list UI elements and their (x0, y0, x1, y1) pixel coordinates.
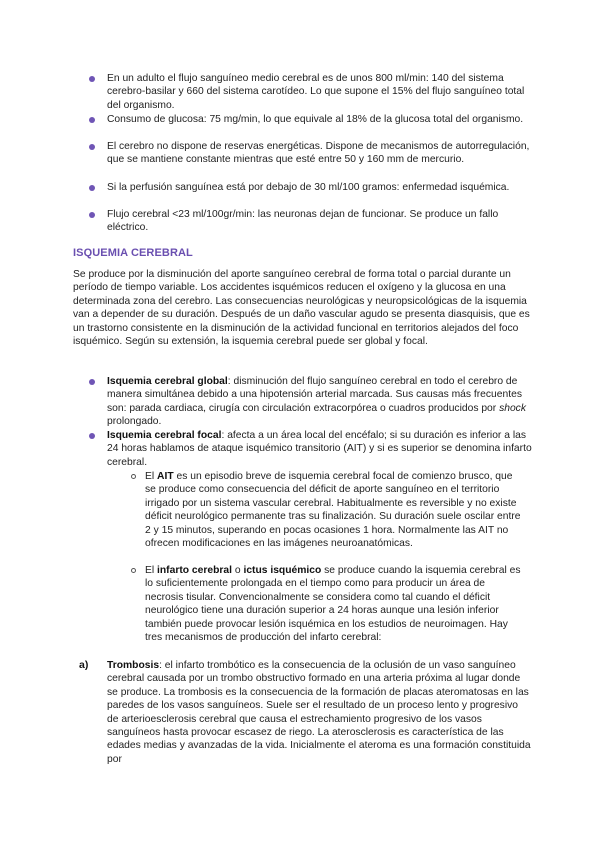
term-ictus: ictus isquémico (243, 565, 322, 576)
focal-text: : afecta a un área local del encéfalo; si su duración es inferior a las 24 horas hablamos de ataque isquémico transitorio (AIT) y si es superior se denomina infarto cerebral. (107, 430, 532, 468)
global-text-2: prolongado. (107, 416, 162, 428)
sub-item-ait (145, 470, 525, 550)
mechanism-a (107, 659, 532, 766)
list-item: Flujo cerebral <23 ml/100gr/min: las neuronas dejan de funcionar. Se produce un fallo eléctrico. (107, 209, 499, 234)
sub-item-infarto (145, 564, 525, 644)
bullet-marker (89, 185, 95, 191)
trombosis-text: : el infarto trombótico es la consecuencia de la oclusión de un vaso sanguíneo cerebral causada por un trombo obstructivo formado en una arteria próxima al lugar donde se produce. La trombosis es la consecuencia de la formación de placas ateromatosas en las paredes de los vasos sanguíneos. Suele ser el resultado de un proceso lento y progresivo de arterioesclerosis cerebral que causa el estrechamiento progresivo de los vasos sanguíneos hasta provocar escasez de riego. La aterosclerosis es característica de las edades medias y avanzadas de la vida. Inicialmente el ateroma es una formación constituida por (107, 660, 531, 765)
list-item: Consumo de glucosa: 75 mg/min, lo que equivale al 18% de la glucosa total del organismo. (107, 114, 524, 125)
list-item: El cerebro no dispone de reservas energéticas. Dispone de mecanismos de autorregulación, que se mantiene constante mientras que esté entre 50 y 160 mm de mercurio. (107, 141, 530, 166)
term-global: Isquemia cerebral global (107, 376, 228, 387)
infarto-prefix: El (145, 565, 158, 576)
term-focal: Isquemia cerebral focal (107, 430, 222, 441)
bullet-marker (89, 212, 95, 218)
global-text-1: : disminución del flujo sanguíneo cerebral en todo el cerebro de manera simultánea debido a una hipotensión arterial marcada. Sus causas más frecuentes son: parada cardiaca, cirugía con circulación extracorpórea o cuadros producidos por (107, 376, 522, 414)
circle-marker (131, 474, 136, 479)
list-item: En un adulto el flujo sanguíneo medio cerebral es de unos 800 ml/min: 140 del sistema cerebro-basilar y 660 del sistema carotídeo. Lo que supone el 15% del flujo sanguíneo total del organismo. (107, 73, 525, 111)
bullet-marker (89, 76, 95, 82)
section-paragraph: Se produce por la disminución del aporte sanguíneo cerebral de forma total o parcial durante un período de tiempo variable. Los accidentes isquémicos reducen el oxígeno y la glucosa en una determinada zona del cerebro. Las consecuencias neurológicas y neuropsicológicas de la isquemia van a depender de su duración. Después de un daño vascular agudo se presenta diasquisis, que es un trastorno consistente en la disminución de la actividad funcional en territorios alejados del foco isquémico. Según su extensión, la isquemia cerebral puede ser global y focal. (73, 269, 530, 348)
ait-text: es un episodio breve de isquemia cerebral focal de comienzo brusco, que se produce como consecuencia del déficit de aporte sanguíneo en el territorio irrigado por un sistema vascular cerebral. Habitualmente es reversible y no existe déficit neurológico permanente tras su finalización. Su duración suele oscilar entre 2 y 15 minutos, superando en pocas ocasiones 1 hora. Normalmente las AIT no ofrecen modificaciones en las imágenes neuroanatómicas. (145, 471, 521, 550)
bullet-marker (89, 144, 95, 150)
global-italic: shock (499, 402, 526, 414)
bullet-marker (89, 433, 95, 439)
bullet-marker (89, 379, 95, 385)
ait-prefix: El (145, 471, 158, 482)
term-trombosis: Trombosis (107, 660, 160, 671)
circle-marker (131, 568, 136, 573)
term-infarto: infarto cerebral (157, 565, 232, 576)
alpha-marker: a) (79, 659, 89, 671)
infarto-text: se produce cuando la isquemia cerebral es lo suficientemente prolongada en el tiempo como para producir un área de necrosis tisular. Convencionalmente se considera como tal cuando el déficit neurológico tiene una duración superior a 24 horas aunque una lesión inferior también puede provocar lesión isquémica en los estudios de neuroimagen. Hay tres mecanismos de producción del infarto cerebral: (145, 565, 521, 644)
term-ait: AIT (157, 471, 174, 482)
bullet-marker (89, 117, 95, 123)
list-item-global (107, 375, 532, 429)
section-heading: ISQUEMIA CEREBRAL (73, 247, 193, 259)
list-item: Si la perfusión sanguínea está por debajo de 30 ml/100 gramos: enfermedad isquémica. (107, 182, 510, 193)
list-item-focal (107, 429, 532, 469)
infarto-mid: o (232, 565, 244, 576)
